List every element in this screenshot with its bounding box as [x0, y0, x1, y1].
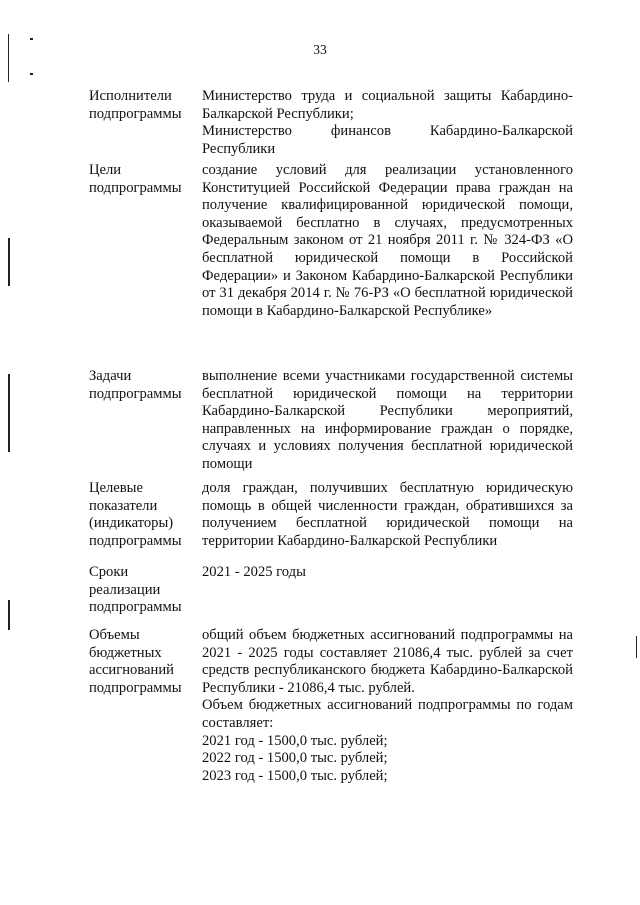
row-paragraph: 2023 год - 1500,0 тыс. рублей;	[202, 767, 388, 784]
page-number: 33	[313, 42, 327, 57]
row-label: Цели подпрограммы	[89, 162, 182, 196]
row-paragraph: создание условий для реализации установленного Конституцией Российской Федерации права граждан на получение квалифицированной юридической помощи, оказываемой бесплатно в случаях, предусмотренных Федеральным законом от 21 ноября 2011 г. № 324-ФЗ «О бесплатной юридической помощи в Российской Федерации» и Законом Кабардино-Балкарской Республики от 31 декабря 2014 г. № 76-РЗ «О бесплатной юридической помощи в Кабардино-Балкарской Республике»	[202, 162, 573, 319]
row-paragraph: 2022 год - 1500,0 тыс. рублей;	[202, 750, 388, 767]
row-value	[202, 564, 573, 582]
scan-mark	[636, 636, 637, 658]
row-value	[202, 480, 573, 550]
row-label: Объемы бюджетных ассигнований подпрограммы	[89, 627, 182, 696]
scan-mark	[30, 38, 33, 40]
row-value	[202, 88, 573, 158]
scan-mark	[8, 600, 10, 630]
row-paragraph: доля граждан, получивших бесплатную юридическую помощь в общей численности граждан, обратившихся за получением бесплатной юридической помощи на территории Кабардино-Балкарской Республики	[202, 480, 573, 549]
row-value	[202, 162, 573, 320]
row-paragraph: Министерство труда и социальной защиты Кабардино-Балкарской Республики;	[202, 88, 573, 122]
scan-mark	[8, 238, 10, 286]
scan-mark	[8, 374, 10, 452]
row-label: Целевые показатели (индикаторы) подпрограммы	[89, 480, 182, 549]
scan-mark	[30, 73, 33, 75]
row-label: Задачи подпрограммы	[89, 368, 182, 402]
row-paragraph: выполнение всеми участниками государственной системы бесплатной юридической помощи на территории Кабардино-Балкарской Республики мероприятий, направленных на информирование граждан о порядке, случаях и условиях получения бесплатной юридической помощи	[202, 368, 573, 472]
row-label: Сроки реализации подпрограммы	[89, 564, 182, 616]
row-paragraph: 2021 - 2025 годы	[202, 564, 306, 580]
row-value	[202, 368, 573, 474]
row-paragraph: 2021 год - 1500,0 тыс. рублей;	[202, 732, 388, 749]
row-label: Исполнители подпрограммы	[89, 88, 182, 122]
row-paragraph: общий объем бюджетных ассигнований подпрограммы на 2021 - 2025 годы составляет 21086,4 тыс. рублей за счет средств республиканского бюджета Кабардино-Балкарской Республики - 21086,4 тыс. рублей.	[202, 627, 573, 696]
row-paragraph: Объем бюджетных ассигнований подпрограммы по годам составляет:	[202, 697, 573, 731]
row-paragraph: Министерство финансов Кабардино-Балкарской Республики	[202, 123, 573, 157]
row-value	[202, 627, 573, 785]
